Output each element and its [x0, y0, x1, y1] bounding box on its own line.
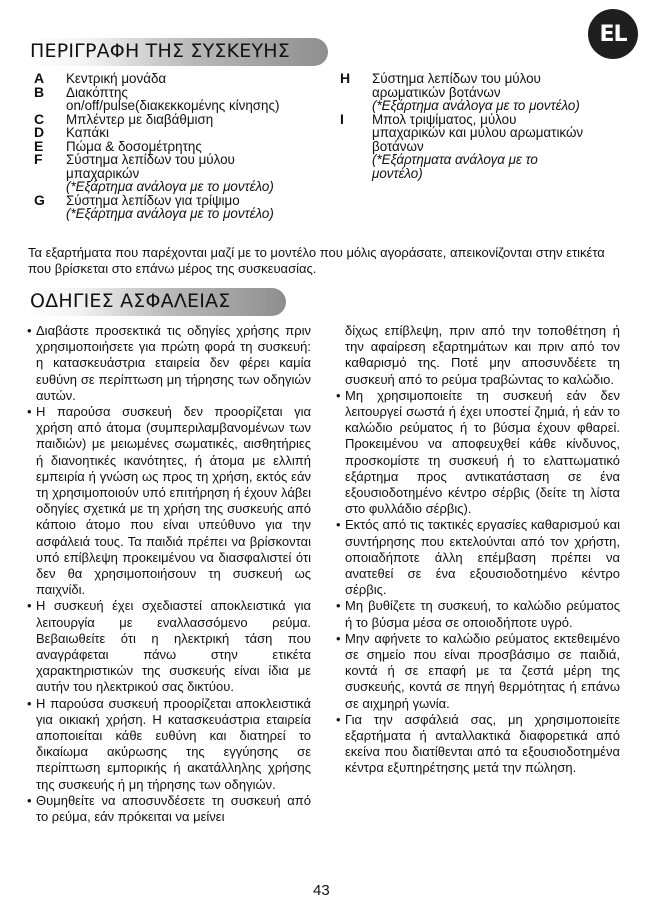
part-description	[66, 153, 344, 194]
safety-rule	[27, 696, 311, 793]
part-item	[340, 110, 630, 181]
safety-rules-right	[336, 323, 620, 777]
part-description	[66, 86, 344, 113]
part-line: Πώμα & δοσομέτρητης	[66, 138, 202, 154]
part-description	[66, 140, 344, 154]
part-item	[34, 191, 344, 221]
part-description	[66, 113, 344, 127]
part-item	[34, 153, 344, 194]
bullet-icon: •	[27, 695, 32, 711]
part-description	[372, 113, 630, 181]
safety-rules-left	[27, 323, 311, 825]
part-letter: E	[34, 137, 44, 154]
safety-rule-text: Για την ασφάλειά σας, μη χρησιμοποιείτε εξαρτήματα ή ανταλλακτικά διαφορετικά από εκείνα που διατίθενται από τα εξουσιοδοτημένα κέντρα εξυπηρέτησης μετά την πώληση.	[345, 711, 620, 776]
part-line: αρωματικών βοτάνων	[372, 84, 501, 100]
part-line: Κεντρική μονάδα	[66, 71, 167, 86]
bullet-icon: •	[336, 711, 341, 727]
safety-rule	[336, 631, 620, 712]
bullet-icon: •	[336, 598, 341, 614]
part-item	[34, 72, 344, 86]
part-line: Μπολ τριψίματος, μύλου	[372, 111, 517, 127]
part-item	[340, 72, 630, 113]
part-note: (*Εξάρτημα ανάλογα με το μοντέλο)	[372, 98, 580, 113]
part-description	[66, 194, 344, 221]
part-note: (*Εξάρτημα ανάλογα με το μοντέλο)	[66, 179, 274, 194]
safety-rule-text: δίχως επίβλεψη, πριν από την τοποθέτηση ή την αφαίρεση εξαρτημάτων και πριν από τον καθαρισμό της. Ποτέ μην αποσυνδέετε τη συσκευή από το ρεύμα τραβώντας το καλώδιο.	[345, 323, 620, 387]
safety-rule	[336, 517, 620, 598]
bullet-icon: •	[336, 517, 341, 533]
safety-rule-text: Η παρούσα συσκευή προορίζεται αποκλειστικά για οικιακή χρήση. Η κατασκευάστρια εταιρεία αποποιείται κάθε ευθύνη και διατηρεί το δικαίωμα ακύρωσης της εγγύησης σε περίπτωση εμπορικής ή ακατάλληλης χρήσης της συσκευής ή μη τήρησης των οδηγιών.	[36, 695, 311, 792]
bullet-icon: •	[27, 598, 32, 614]
language-badge: EL	[588, 9, 638, 59]
part-line: Μπλέντερ με διαβάθμιση	[66, 111, 214, 127]
safety-rule-text: Εκτός από τις τακτικές εργασίες καθαρισμού και συντήρησης που εκτελούνται από τον χρήστη, οποιαδήποτε άλλη επέμβαση πρέπει να ανατεθεί σε ένα εξουσιοδοτημένο κέντρο σέρβις.	[345, 517, 620, 598]
part-note: (*Εξάρτημα ανάλογα με το μοντέλο)	[66, 206, 274, 221]
part-description	[66, 72, 344, 86]
safety-rule	[336, 323, 620, 388]
page-number: 43	[313, 882, 330, 899]
part-description	[372, 72, 630, 113]
safety-rule-text: Η συσκευή έχει σχεδιαστεί αποκλειστικά για λειτουργία με εναλλασσόμενο ρεύμα. Βεβαιωθείτε ότι η ηλεκτρική τάση που αναγράφεται πάνω στην ετικέτα χαρακτηριστικών της συσκευής είναι ίδια με αυτήν του ηλεκτρικού σας δικτύου.	[36, 598, 311, 695]
part-letter: B	[34, 83, 45, 100]
safety-rule	[336, 598, 620, 630]
part-item	[34, 126, 344, 140]
part-letter: A	[34, 70, 45, 86]
safety-rule	[27, 598, 311, 695]
part-note: (*Εξάρτηματα ανάλογα με το	[372, 152, 538, 167]
safety-rule-text: Μην αφήνετε το καλώδιο ρεύματος εκτεθειμένο σε σημείο που είναι προσβάσιμο σε παιδιά, κοντά ή σε επαφή με τα ζεστά μέρη της συσκευής, κοντά σε πηγή θερμότητας ή επάνω σε αιχμηρή γωνία.	[345, 630, 620, 711]
bullet-icon: •	[27, 323, 32, 338]
safety-rule-text: Μη χρησιμοποιείτε τη συσκευή εάν δεν λειτουργεί σωστά ή έχει υποστεί ζημιά, ή εάν το καλώδιο ρεύματος ή το βύσμα έχουν φθαρεί. Προκειμένου να αποφευχθεί κάθε κίνδυνος, προσκομίστε τη συσκευή ή το ελαττωματικό εξάρτημα προς αντικατάσταση σε ένα εξουσιοδοτημένο κέντρο σέρβις (δείτε τη λίστα στο φυλλάδιο σέρβις).	[345, 387, 620, 517]
safety-rule-text: Η παρούσα συσκευή δεν προορίζεται για χρήση από άτομα (συμπεριλαμβανομένων των παιδιών) με μειωμένες σωματικές, αισθητήριες ή διανοητικές ικανότητες, ή άτομα με ελλιπή εμπειρία ή γνώση ως προς τη χρήση, εκτός εάν τη χρησιμοποιούν υπό επιτήρηση ή έχουν λάβει οδηγίες σχετικά με τη χρήση της συσκευής από κάποιο άτομο που είναι υπεύθυνο για την ασφάλειά τους. Τα παιδιά πρέπει να βρίσκονται υπό επίβλεψη προκειμένου να διασφαλιστεί ότι δεν θα χρησιμοποιήσουν τη συσκευή ως παιχνίδι.	[36, 404, 311, 598]
bullet-icon: •	[27, 404, 32, 420]
safety-rule	[27, 323, 311, 404]
part-letter: D	[34, 124, 45, 140]
part-line: μπαχαρικών και μύλου αρωματικών	[372, 125, 584, 140]
part-letter: I	[340, 110, 344, 127]
safety-rule	[336, 388, 620, 518]
part-item	[34, 137, 344, 154]
safety-rule-text: Θυμηθείτε να αποσυνδέσετε τη συσκευή από το ρεύμα, εάν πρόκειται να μείνει	[36, 792, 311, 825]
part-line: Σύστημα λεπίδων του μύλου	[372, 71, 541, 86]
part-description	[66, 126, 344, 140]
safety-rule-text: Μη βυθίζετε τη συσκευή, το καλώδιο ρεύματος ή το βύσμα μέσα σε οποιοδήποτε υγρό.	[345, 598, 620, 630]
part-letter: G	[34, 191, 45, 208]
part-line: Διακόπτης	[66, 84, 128, 100]
part-line: Σύστημα λεπίδων του μύλου	[66, 152, 235, 167]
part-line: Σύστημα λεπίδων για τρίψιμο	[66, 192, 240, 208]
part-letter: F	[34, 151, 43, 167]
part-line: on/off/pulse(διακεκκομένης κίνησης)	[66, 98, 280, 113]
safety-header: ΟΔΗΓΙΕΣ ΑΣΦΑΛΕΙΑΣ	[28, 288, 286, 316]
safety-rule	[27, 404, 311, 598]
safety-rule	[27, 793, 311, 825]
part-item	[34, 110, 344, 127]
part-note: μοντέλο)	[372, 165, 423, 181]
safety-rule	[336, 712, 620, 777]
part-item	[34, 83, 344, 113]
bullet-icon: •	[27, 792, 32, 808]
part-letter: H	[340, 70, 351, 86]
safety-rule-text: Διαβάστε προσεκτικά τις οδηγίες χρήσης πριν χρησιμοποιήσετε για πρώτη φορά τη συσκευή: η κατασκευάστρια εταιρεία δεν φέρει καμία ευθύνη σε περίπτωση μη τήρησης των οδηγιών αυτών.	[36, 323, 311, 403]
part-line: βοτάνων	[372, 138, 424, 154]
part-line: μπαχαρικών	[66, 165, 140, 181]
part-letter: C	[34, 110, 45, 127]
accessories-intro: Τα εξαρτήματα που παρέχονται μαζί με το μοντέλο που μόλις αγοράσατε, απεικονίζονται στην ετικέτα που βρίσκεται στο επάνω μέρος της συσκευασίας.	[28, 245, 605, 276]
parts-list-right	[340, 72, 630, 180]
description-header: ΠΕΡΙΓΡΑΦΗ ΤΗΣ ΣΥΣΚΕΥΗΣ	[28, 38, 328, 66]
parts-list-left	[34, 72, 344, 221]
bullet-icon: •	[336, 630, 341, 646]
part-line: Καπάκι	[66, 125, 109, 140]
bullet-icon: •	[336, 387, 341, 403]
